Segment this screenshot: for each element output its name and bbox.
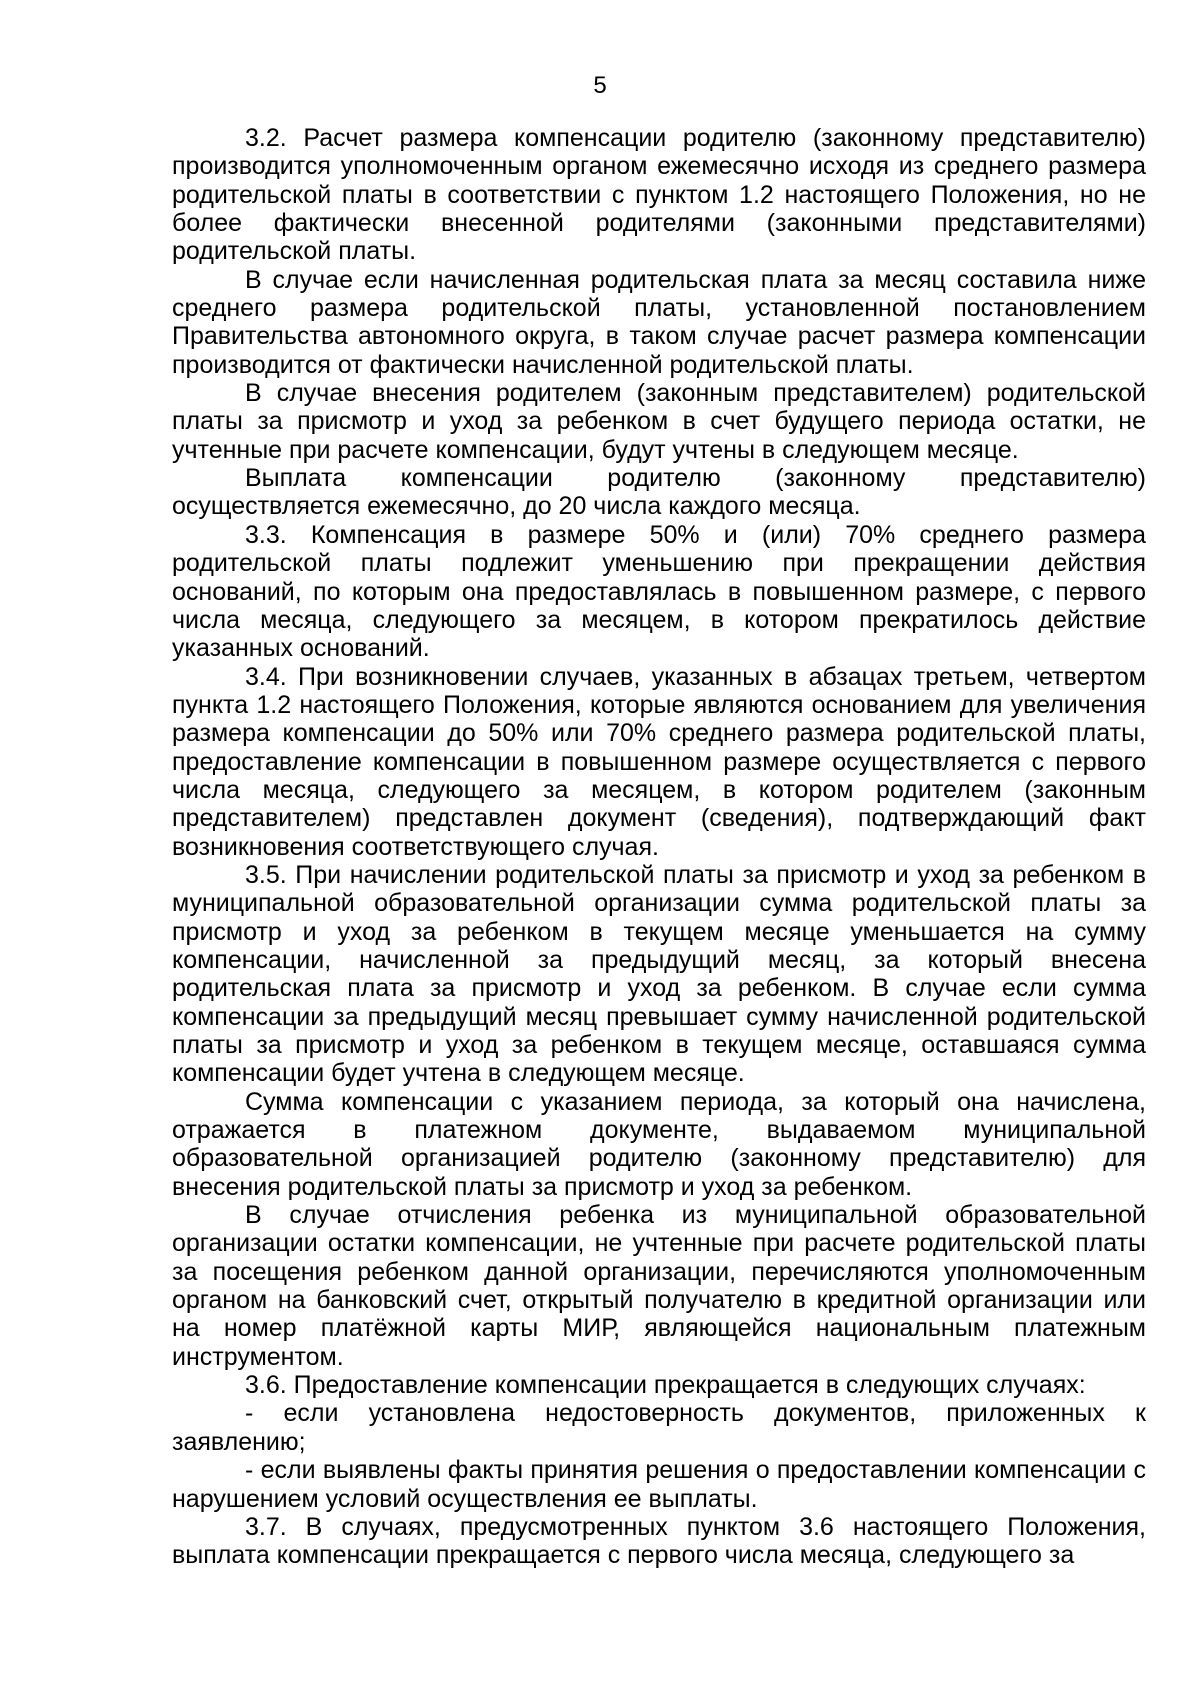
paragraph-3-3: 3.3. Компенсация в размере 50% и (или) 70% среднего размера родительской платы подлежит уменьшению при прекращении действия оснований, по которым она предоставлялась в повышенном размере, с первого числа месяца, следующего за месяцем, в котором прекратилось действие указанных оснований. <box>172 520 1146 663</box>
page-number: 5 <box>593 72 607 99</box>
paragraph-payment-schedule: Выплата компенсации родителю (законному представителю) осуществляется ежемесячно, до 20 числа каждого месяца. <box>172 464 1146 521</box>
paragraph-3-4: 3.4. При возникновении случаев, указанных в абзацах третьем, четвертом пункта 1.2 настоящего Положения, которые являются основанием для увеличения размера компенсации до 50% или 70% среднего размера родительской платы, предоставление компенсации в повышенном размере осуществляется с первого числа месяца, следующего за месяцем, в котором родителем (законным представителем) представлен документ (сведения), подтверждающий факт возникновения соответствующего случая. <box>172 662 1146 861</box>
list-item-unreliable-documents: - если установлена недостоверность документов, приложенных к заявлению; <box>172 1399 1146 1456</box>
list-item-violation: - если выявлены факты принятия решения о предоставлении компенсации с нарушением условий осуществления ее выплаты. <box>172 1456 1146 1513</box>
document-body <box>172 124 1146 1570</box>
paragraph-future-period: В случае внесения родителем (законным представителем) родительской платы за присмотр и уход за ребенком в счет будущего периода остатки, не учтенные при расчете компенсации, будут учтены в следующем месяце. <box>172 379 1146 464</box>
paragraph-3-5: 3.5. При начислении родительской платы за присмотр и уход за ребенком в муниципальной образовательной организации сумма родительской платы за присмотр и уход за ребенком в текущем месяце уменьшается на сумму компенсации, начисленной за предыдущий месяц, за который внесена родительская плата за присмотр и уход за ребенком. В случае если сумма компенсации за предыдущий месяц превышает сумму начисленной родительской платы за присмотр и уход за ребенком в текущем месяце, оставшаяся сумма компенсации будет учтена в следующем месяце. <box>172 860 1146 1088</box>
paragraph-expulsion: В случае отчисления ребенка из муниципальной образовательной организации остатки компенсации, не учтенные при расчете родительской платы за посещения ребенком данной организации, перечисляются уполномоченным органом на банковский счет, открытый получателю в кредитной организации или на номер платёжной карты МИР, являющейся национальным платежным инструментом. <box>172 1201 1146 1371</box>
paragraph-below-average: В случае если начисленная родительская плата за месяц составила ниже среднего размера родительской платы, установленной постановлением Правительства автономного округа, в таком случае расчет размера компенсации производится от фактически начисленной родительской платы. <box>172 265 1146 379</box>
paragraph-3-6: 3.6. Предоставление компенсации прекращается в следующих случаях: <box>245 1371 1086 1400</box>
paragraph-payment-document: Сумма компенсации с указанием периода, за который она начислена, отражается в платежном документе, выдаваемом муниципальной образовательной организацией родителю (законному представителю) для внесения родительской платы за присмотр и уход за ребенком. <box>172 1087 1146 1201</box>
paragraph-3-7: 3.7. В случаях, предусмотренных пунктом 3.6 настоящего Положения, выплата компенсации прекращается с первого числа месяца, следующего за <box>172 1512 1146 1570</box>
paragraph-3-2: 3.2. Расчет размера компенсации родителю (законному представителю) производится уполномоченным органом ежемесячно исходя из среднего размера родительской платы в соответствии с пунктом 1.2 настоящего Положения, но не более фактически внесенной родителями (законными представителями) родительской платы. <box>172 124 1146 266</box>
